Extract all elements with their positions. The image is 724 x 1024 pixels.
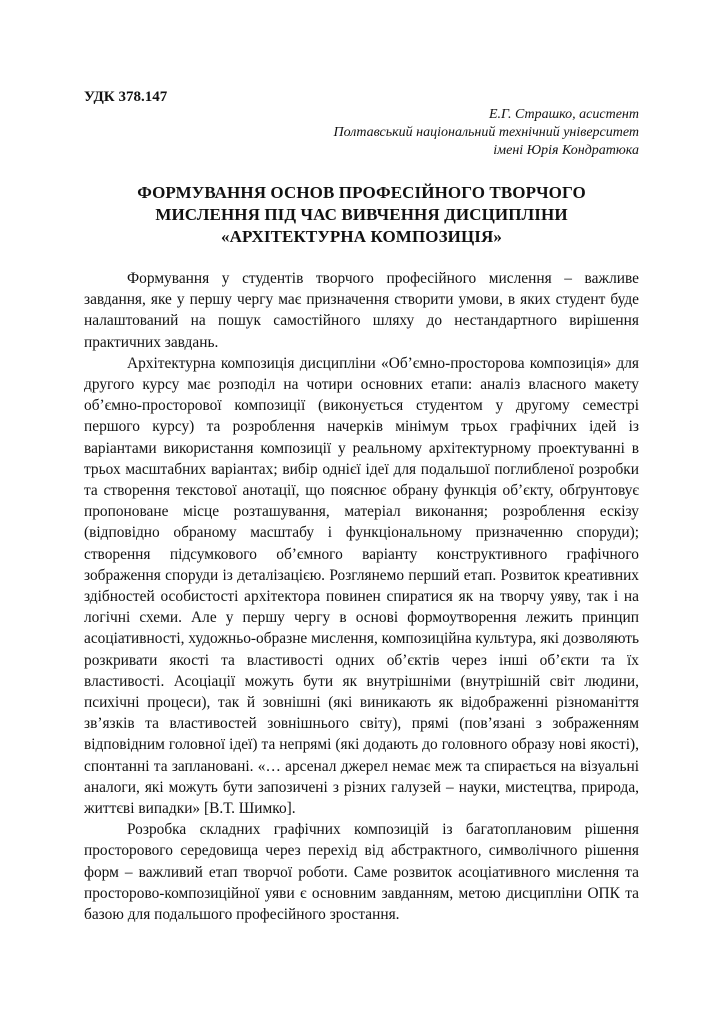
udk-code: УДК 378.147 [84,89,168,105]
paper-title [84,182,639,248]
paragraph: Архітектурна композиція дисципліни «Об’ємно-просторова композиція» для другого курсу має розподіл на чотири основних етапи: аналіз власного макету об’ємно-просторової композиції (виконується студентом у другому семестрі першого курсу) та розроблення начерків мінімум трьох графічних ідей із варіантами використання композиції у реальному архітектурному проектуванні в трьох масштабних варіантах; вибір однієї ідеї для подальшої поглибленої розробки та створення текстової анотації, що пояснює обрану функція об’єкту, обґрунтовує пропоноване місце розташування, матеріал виконання; розроблення ескізу (відповідно обраному масштабу і функціональному призначенню споруди); створення підсумкового об’ємного варіанту конструктивного графічного зображення споруди із деталізацією. Розглянемо перший етап. Розвиток креативних здібностей особистості архітектора повинен спиратися як на творчу уяву, так і на логічні схеми. Але у першу чергу в основі формоутворення лежить принцип асоціативності, художньо-образне мислення, композиційна культура, які дозволяють розкривати якості та властивості одних об’єктів через інші об’єкти та їх властивості. Асоціації можуть бути як внутрішніми (внутрішній світ людини, психічні процеси), так й зовнішні (які виникають як відображенні різноманіття зв’язків та властивостей зовнішнього світу), прямі (пов’язані з зображенням відповідним головної ідеї) та непрямі (які додають до головного образу нові якості), спонтанні та заплановані. «… арсенал джерел немає меж та спирається на візуальні аналоги, які можуть бути запозичені з різних галузей – науки, мистецтва, природа, життєві випадки» [В.Т. Шимко]. [84,354,639,818]
paper-page [84,88,639,925]
affiliation-line-1: Полтавський національний технічний університет [333,125,639,140]
paragraph: Розробка складних графічних композицій із багатоплановим рішення просторового середовища через перехід від абстрактного, символічного рішення форм – важливий етап творчої роботи. Саме розвиток асоціативного мислення та просторово-композиційної уяви є основним завданням, метою дисципліни ОПК та базою для подальшого професійного зростання. [84,821,639,924]
title-line-1: ФОРМУВАННЯ ОСНОВ ПРОФЕСІЙНОГО ТВОРЧОГО [137,183,586,202]
author-name: Е.Г. Страшко, асистент [488,107,639,122]
affiliation-line-2: імені Юрія Кондратюка [493,143,639,158]
title-line-2: МИСЛЕННЯ ПІД ЧАС ВИВЧЕННЯ ДИСЦИПЛІНИ [155,205,568,224]
author-block [84,106,639,160]
title-line-3: «АРХІТЕКТУРНА КОМПОЗИЦІЯ» [220,227,503,246]
paragraph: Формування у студентів творчого професійного мислення – важливе завдання, яке у першу чергу має призначення створити умови, в яких студент буде налаштований на пошук самостійного шляху до нестандартного вирішення практичних завдань. [84,270,639,351]
body-text [84,268,639,925]
